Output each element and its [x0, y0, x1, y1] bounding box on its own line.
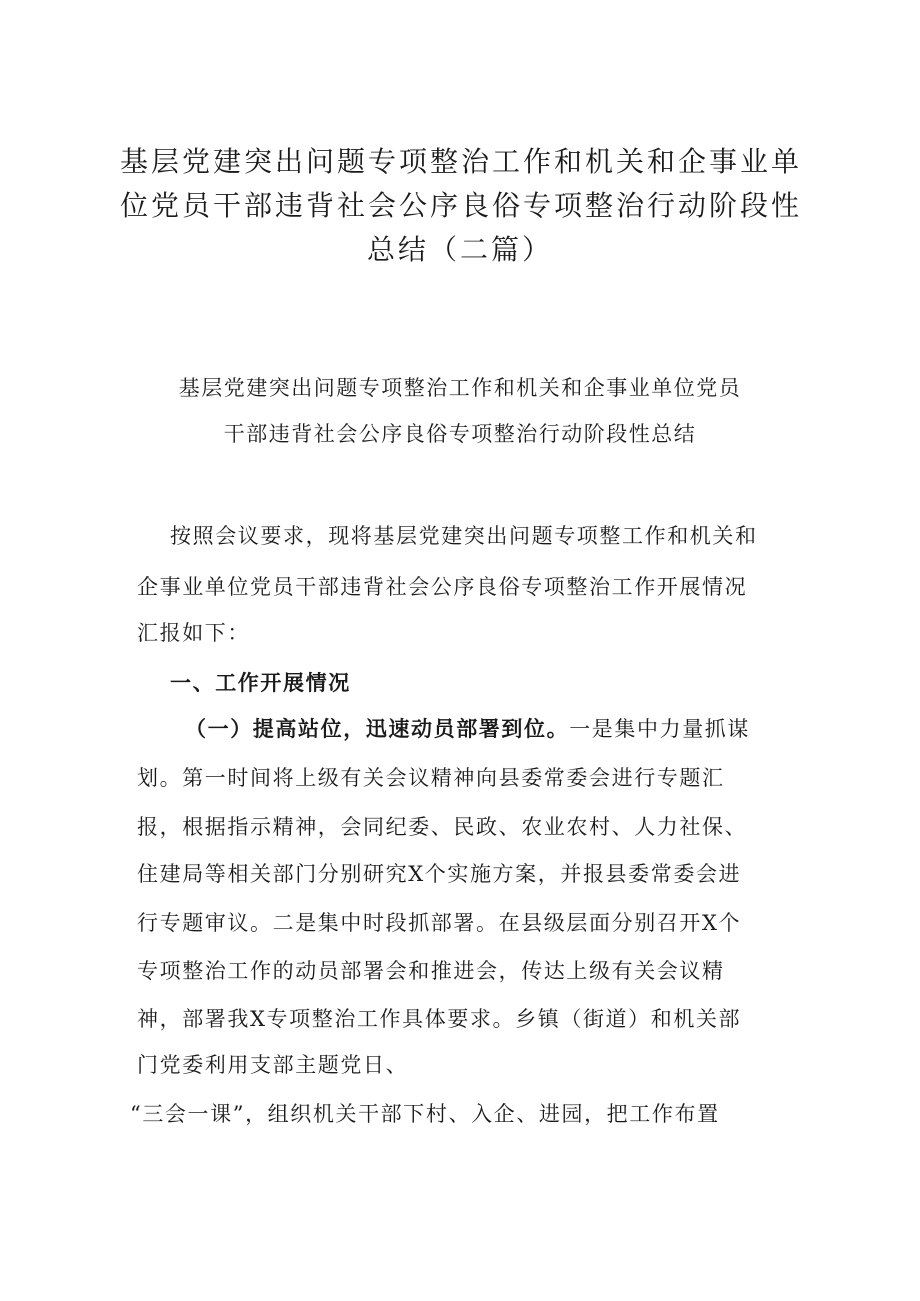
title-line: 位党员干部违背社会公序良俗专项整治行动阶段性	[120, 189, 803, 222]
subtitle-line: 干部违背社会公序良俗专项整治行动阶段性总结	[223, 422, 697, 446]
document-subtitle	[120, 365, 800, 457]
paragraph-line: 报，根据指示精神，会同纪委、民政、农业农村、人力社保、	[137, 815, 748, 839]
title-line: 总结（二篇）	[366, 233, 553, 266]
title-line: 基层党建突出问题专项整治工作和机关和企事业单	[120, 145, 803, 178]
paragraph-line: 划。第一时间将上级有关会议精神向县委常委会进行专题汇	[137, 766, 725, 790]
intro-line: 汇报如下：	[137, 621, 250, 645]
document-title	[120, 140, 803, 272]
section-heading: 一、工作开展情况	[170, 670, 351, 695]
paragraph-line: 专项整治工作的动员部署会和推进会，传达上级有关会议精	[137, 959, 725, 983]
subsection-first-line-rest: 一是集中力量抓谋	[569, 717, 751, 741]
intro-line: 企事业单位党员干部违背社会公序良俗专项整治工作开展情况	[137, 575, 748, 599]
subsection-first-line	[185, 714, 750, 744]
paragraph-line: 神，部署我X专项整治工作具体要求。乡镇（街道）和机关部	[137, 1007, 742, 1031]
intro-line: 按照会议要求，现将基层党建突出问题专项整工作和机关和	[170, 524, 758, 548]
subtitle-line: 基层党建突出问题专项整治工作和机关和企事业单位党员	[178, 376, 742, 400]
subsection-heading: （一）提高站位，迅速动员部署到位。	[185, 716, 570, 741]
paragraph-line: 住建局等相关部门分别研究X个实施方案，并报县委常委会进	[137, 862, 742, 886]
paragraph-line: 门党委利用支部主题党日、	[137, 1053, 409, 1077]
paragraph-line: 行专题审议。二是集中时段抓部署。在县级层面分别召开X个	[137, 911, 742, 935]
paragraph-line: “三会一课”，组织机关干部下村、入企、进园，把工作布置	[130, 1102, 720, 1126]
